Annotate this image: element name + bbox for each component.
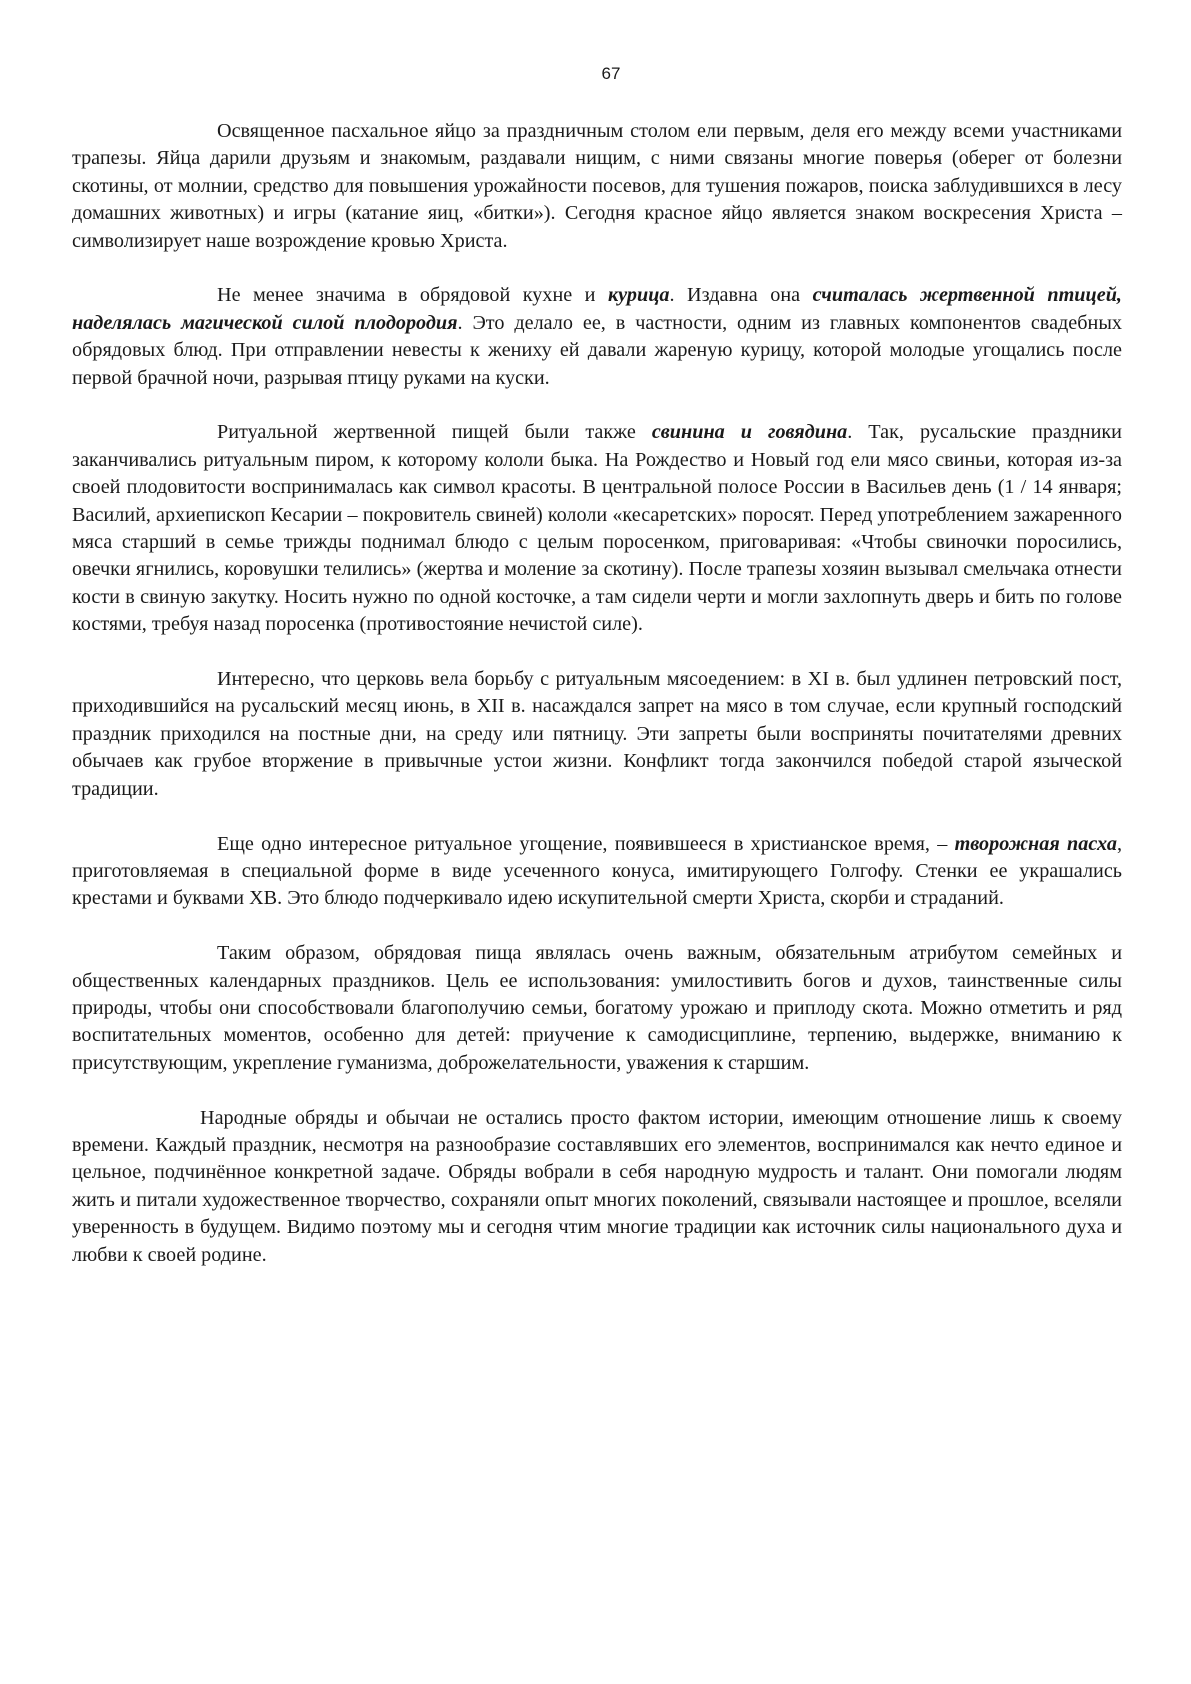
paragraph-paskha [72, 831, 1122, 913]
paragraph-church [72, 666, 1122, 803]
emphasis-term: считалась жертвенной птицей, наделялась магической силой плодородия [72, 284, 1122, 334]
paragraph-text: Интересно, что церковь вела борьбу с ритуальным мясоедением: в XI в. был удлинен петровский пост, приходившийся на русальский месяц июнь, в XII в. насаждался запрет на мясо в том случае, если крупный господский праздник приходился на постные дни, на среду или пятницу. Эти запреты были восприняты почитателями древних обычаев как грубое вторжение в привычные устои жизни. Конфликт тогда закончился победой старой языческой традиции. [72, 668, 1122, 800]
paragraph-text: Освященное пасхальное яйцо за праздничным столом ели первым, деля его между всеми участниками трапезы. Яйца дарили друзьям и знакомым, раздавали нищим, с ними связаны многие поверья (оберег от болезни скотины, от молнии, средство для повышения урожайности посевов, для тушения пожаров, поиска заблудившихся в лесу домашних животных) и игры (катание яиц, «битки»). Сегодня красное яйцо является знаком воскресения Христа – символизирует наше возрождение кровью Христа. [72, 120, 1122, 252]
emphasis-term: курица [607, 284, 670, 307]
paragraph-text: Таким образом, обрядовая пища являлась очень важным, обязательным атрибутом семейных и общественных календарных праздников. Цель ее использования: умилостивить богов и духов, таинственные силы природы, чтобы они способствовали благополучию семьи, богатому урожаю и приплоду скота. Можно отметить и ряд воспитательных моментов, особенно для детей: приучение к самодисциплине, терпению, выдержке, вниманию к присутствующим, укрепление гуманизма, доброжелательности, уважения к старшим. [72, 942, 1122, 1074]
document-page [72, 64, 1122, 1296]
page-number: 67 [601, 64, 621, 83]
paragraph-text: . Издавна она [669, 284, 813, 307]
paragraph-easter-egg [72, 118, 1122, 255]
paragraph-text: Ритуальной жертвенной пищей были также [217, 421, 652, 444]
paragraph-text: , приготовляемая в специальной форме в виде усеченного конуса, имитирующего Голгофу. Стенки ее украшались крестами и буквами ХВ. Это блюдо подчеркивало идею искупительной смерти Христа, скорби и страданий. [72, 832, 1122, 910]
paragraph-text: Не менее значима в обрядовой кухне и [217, 284, 608, 307]
emphasis-term: творожная пасха [954, 832, 1117, 855]
paragraph-traditions [72, 1105, 1122, 1269]
paragraph-text: Народные обряды и обычаи не остались просто фактом истории, имеющим отношение лишь к своему времени. Каждый праздник, несмотря на разнообразие составлявших его элементов, воспринимался как нечто единое и цельное, подчинённое конкретной задаче. Обряды вобрали в себя народную мудрость и талант. Они помогали людям жить и питали художественное творчество, сохраняли опыт многих поколений, связывали настоящее и прошлое, вселяли уверенность в будущем. Видимо поэтому мы и сегодня чтим многие традиции как источник силы национального духа и любви к своей родине. [72, 1106, 1122, 1266]
paragraph-pork-beef [72, 419, 1122, 638]
paragraph-conclusion [72, 940, 1122, 1077]
paragraph-text: Еще одно интересное ритуальное угощение, появившееся в христианское время, – [217, 832, 955, 855]
paragraph-chicken [72, 282, 1122, 392]
emphasis-term: свинина и говядина [651, 421, 848, 444]
paragraph-text: . Это делало ее, в частности, одним из главных компонентов свадебных обрядовых блюд. При отправлении невесты к жениху ей давали жареную курицу, которой молодые угощались после первой брачной ночи, разрывая птицу руками на куски. [72, 311, 1122, 389]
paragraph-text: . Так, русальские праздники заканчивались ритуальным пиром, к которому кололи быка. На Рождество и Новый год ели мясо свиньи, которая из-за своей плодовитости воспринималась как символ красоты. В центральной полосе России в Васильев день (1 / 14 января; Василий, архиепископ Кесарии – покровитель свиней) кололи «кесаретских» поросят. Перед употреблением зажаренного мяса старший в семье трижды поднимал блюдо с целым поросенком, приговаривая: «Чтобы свиночки поросились, овечки ягнились, коровушки телились» (жертва и моление за скотину). После трапезы хозяин вызывал смельчака отнести кости в свиную закутку. Носить нужно по одной косточке, а там сидели черти и могли захлопнуть дверь и бить по голове костями, требуя назад поросенка (противостояние нечистой силе). [72, 421, 1122, 636]
